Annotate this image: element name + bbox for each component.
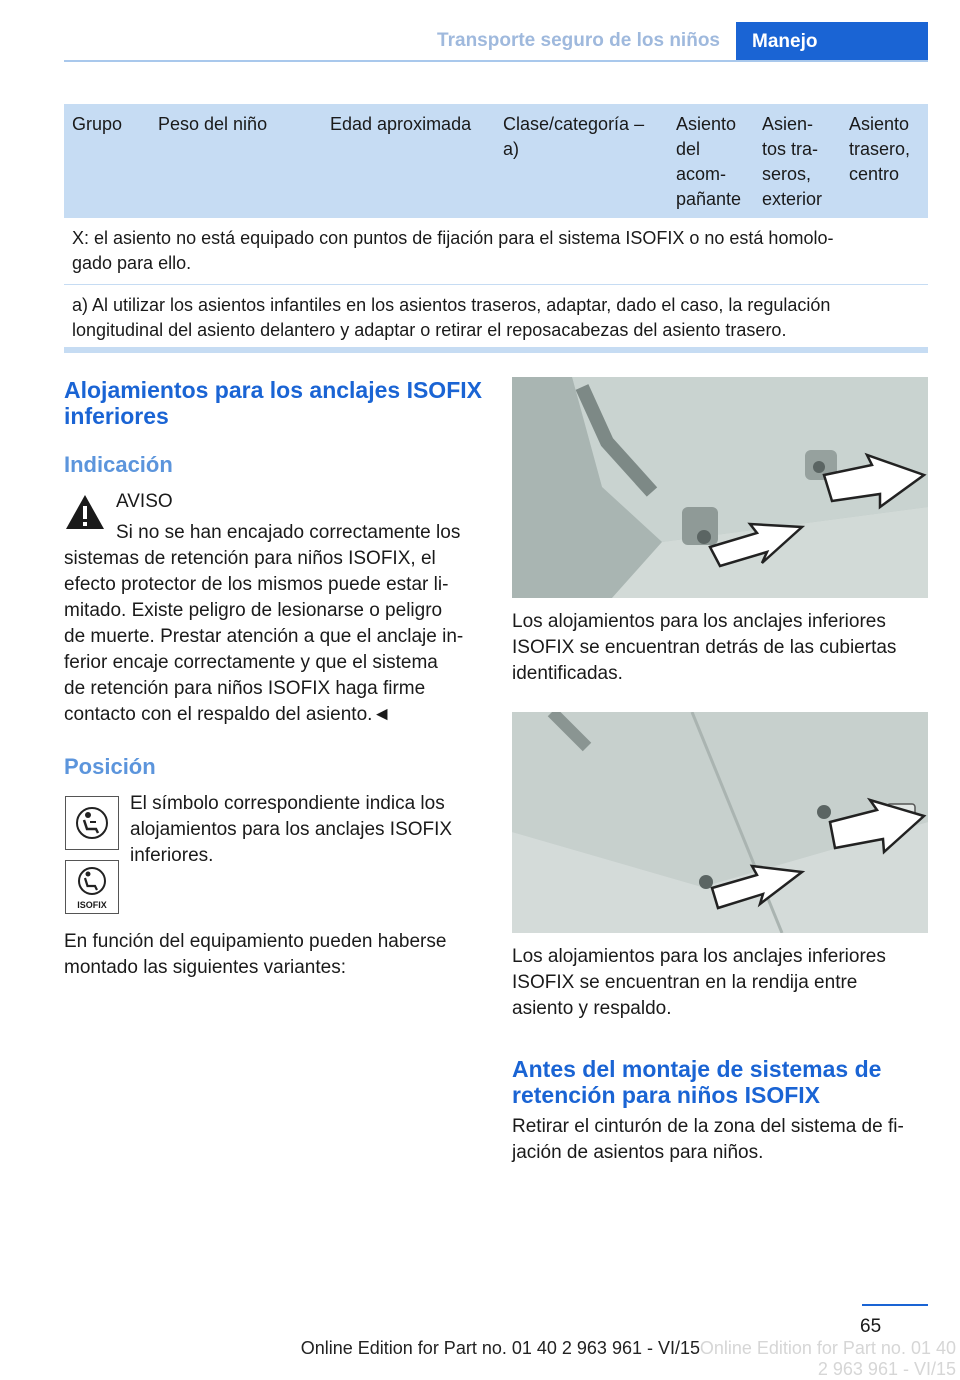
variants-line: montado las siguientes variantes: [64,957,346,978]
header-chapter-tab: Manejo [736,22,928,62]
header-line: acom- [676,164,727,184]
rear-seat-covers-photo [512,377,928,598]
section-title-before-mounting [512,1056,928,1108]
header-line: seros, [762,164,812,184]
posicion-text [130,791,490,869]
warning-line: ferior encaje correctamente y que el sistema [64,652,438,673]
header-line: Asiento [849,114,910,134]
posicion-line: El símbolo correspondiente indica los [130,793,445,814]
warning-line: mitado. Existe peligro de lesionarse o peligro [64,600,443,621]
header-line: Clase/categoría – [503,114,645,134]
seat-suitability-table [64,104,928,352]
caption-line: Los alojamientos para los anclajes inferiores [512,611,886,632]
header-line: a) [503,139,520,159]
child-seat-anchor-icon [65,796,119,850]
table-footnote-a [64,285,928,352]
warning-line: Si no se han encajado correctamente los [116,522,461,543]
header-line: Asiento [676,114,737,134]
isofix-icon [65,860,119,914]
header-line: Peso del niño [158,114,268,134]
caption-gap [512,944,928,1022]
caption-line: identificadas. [512,663,623,684]
note-line: longitudinal del asiento delantero y adaptar o retirar el reposacabezas del asiento trasero. [72,320,787,340]
note-line: a) Al utilizar los asientos infantiles en los asientos traseros, adaptar, dado el caso, la regulación [72,295,831,315]
table-bottom-rule [64,347,928,353]
warning-line: efecto protector de los mismos puede estar li- [64,574,449,595]
rear-seat-gap-photo [512,712,928,933]
posicion-heading: Posición [64,754,156,779]
indicacion-heading: Indicación [64,452,173,477]
table-footnote-x [64,218,928,285]
header-line: pañante [676,189,742,209]
caption-covers [512,609,928,687]
section-title-isofix [64,377,484,429]
table-header-cell [64,104,150,218]
instruction-text [512,1114,928,1166]
header-line: tos tra- [762,139,819,159]
warning-line: de retención para niños ISOFIX haga firme [64,678,426,699]
table-header-cell [754,104,841,218]
title-line: inferiores [64,403,169,429]
title-line: Alojamientos para los anclajes ISOFIX [64,377,482,403]
note-line: X: el asiento no está equipado con puntos de fijación para el sistema ISOFIX o no está homolo- [72,228,834,248]
header-section-title: Transporte seguro de los niños [437,30,720,51]
caption-line: Los alojamientos para los anclajes inferiores [512,946,886,967]
isofix-icon-label: ISOFIX [77,900,107,910]
instruction-line: Retirar el cinturón de la zona del sistema de fi- [512,1116,904,1137]
table-header-cell [495,104,668,218]
warning-label: AVISO [116,491,173,512]
caption-line: ISOFIX se encuentran en la rendija entre [512,972,858,993]
header-line: exterior [762,189,823,209]
variants-text [64,929,494,981]
page-number: 65 [860,1316,882,1337]
header-line: Grupo [72,114,123,134]
note-line: gado para ello. [72,253,192,273]
caption-line: ISOFIX se encuentran detrás de las cubiertas [512,637,897,658]
title-line: Antes del montaje de sistemas de [512,1056,882,1082]
warning-line: de muerte. Prestar atención a que el anclaje in- [64,626,464,647]
warning-line: sistemas de retención para niños ISOFIX, el [64,548,436,569]
warning-text [64,520,494,728]
table-header-row [64,104,928,218]
table-header-cell [150,104,322,218]
footer-watermark: Online Edition for Part no. 01 40 2 963 961 - VI/15 [699,1338,956,1379]
variants-line: En función del equipamiento pueden haberse [64,931,447,952]
instruction-line: jación de asientos para niños. [512,1142,764,1163]
table-header-cell [841,104,928,218]
posicion-line: inferiores. [130,845,214,866]
header-line: centro [849,164,900,184]
table-header-cell [322,104,495,218]
caption-line: asiento y respaldo. [512,998,672,1019]
warning-line: contacto con el respaldo del asiento.◄ [64,704,392,725]
title-line: retención para niños ISOFIX [512,1082,821,1108]
table-header-cell [668,104,754,218]
footer-edition: Online Edition for Part no. 01 40 2 963 961 - VI/15 [300,1338,700,1358]
posicion-line: alojamientos para los anclajes ISOFIX [130,819,453,840]
header-rule [64,60,928,62]
header-line: trasero, [849,139,911,159]
footer-rule [862,1304,928,1306]
header-line: Asien- [762,114,814,134]
header-line: del [676,139,701,159]
header-line: Edad aproximada [330,114,472,134]
